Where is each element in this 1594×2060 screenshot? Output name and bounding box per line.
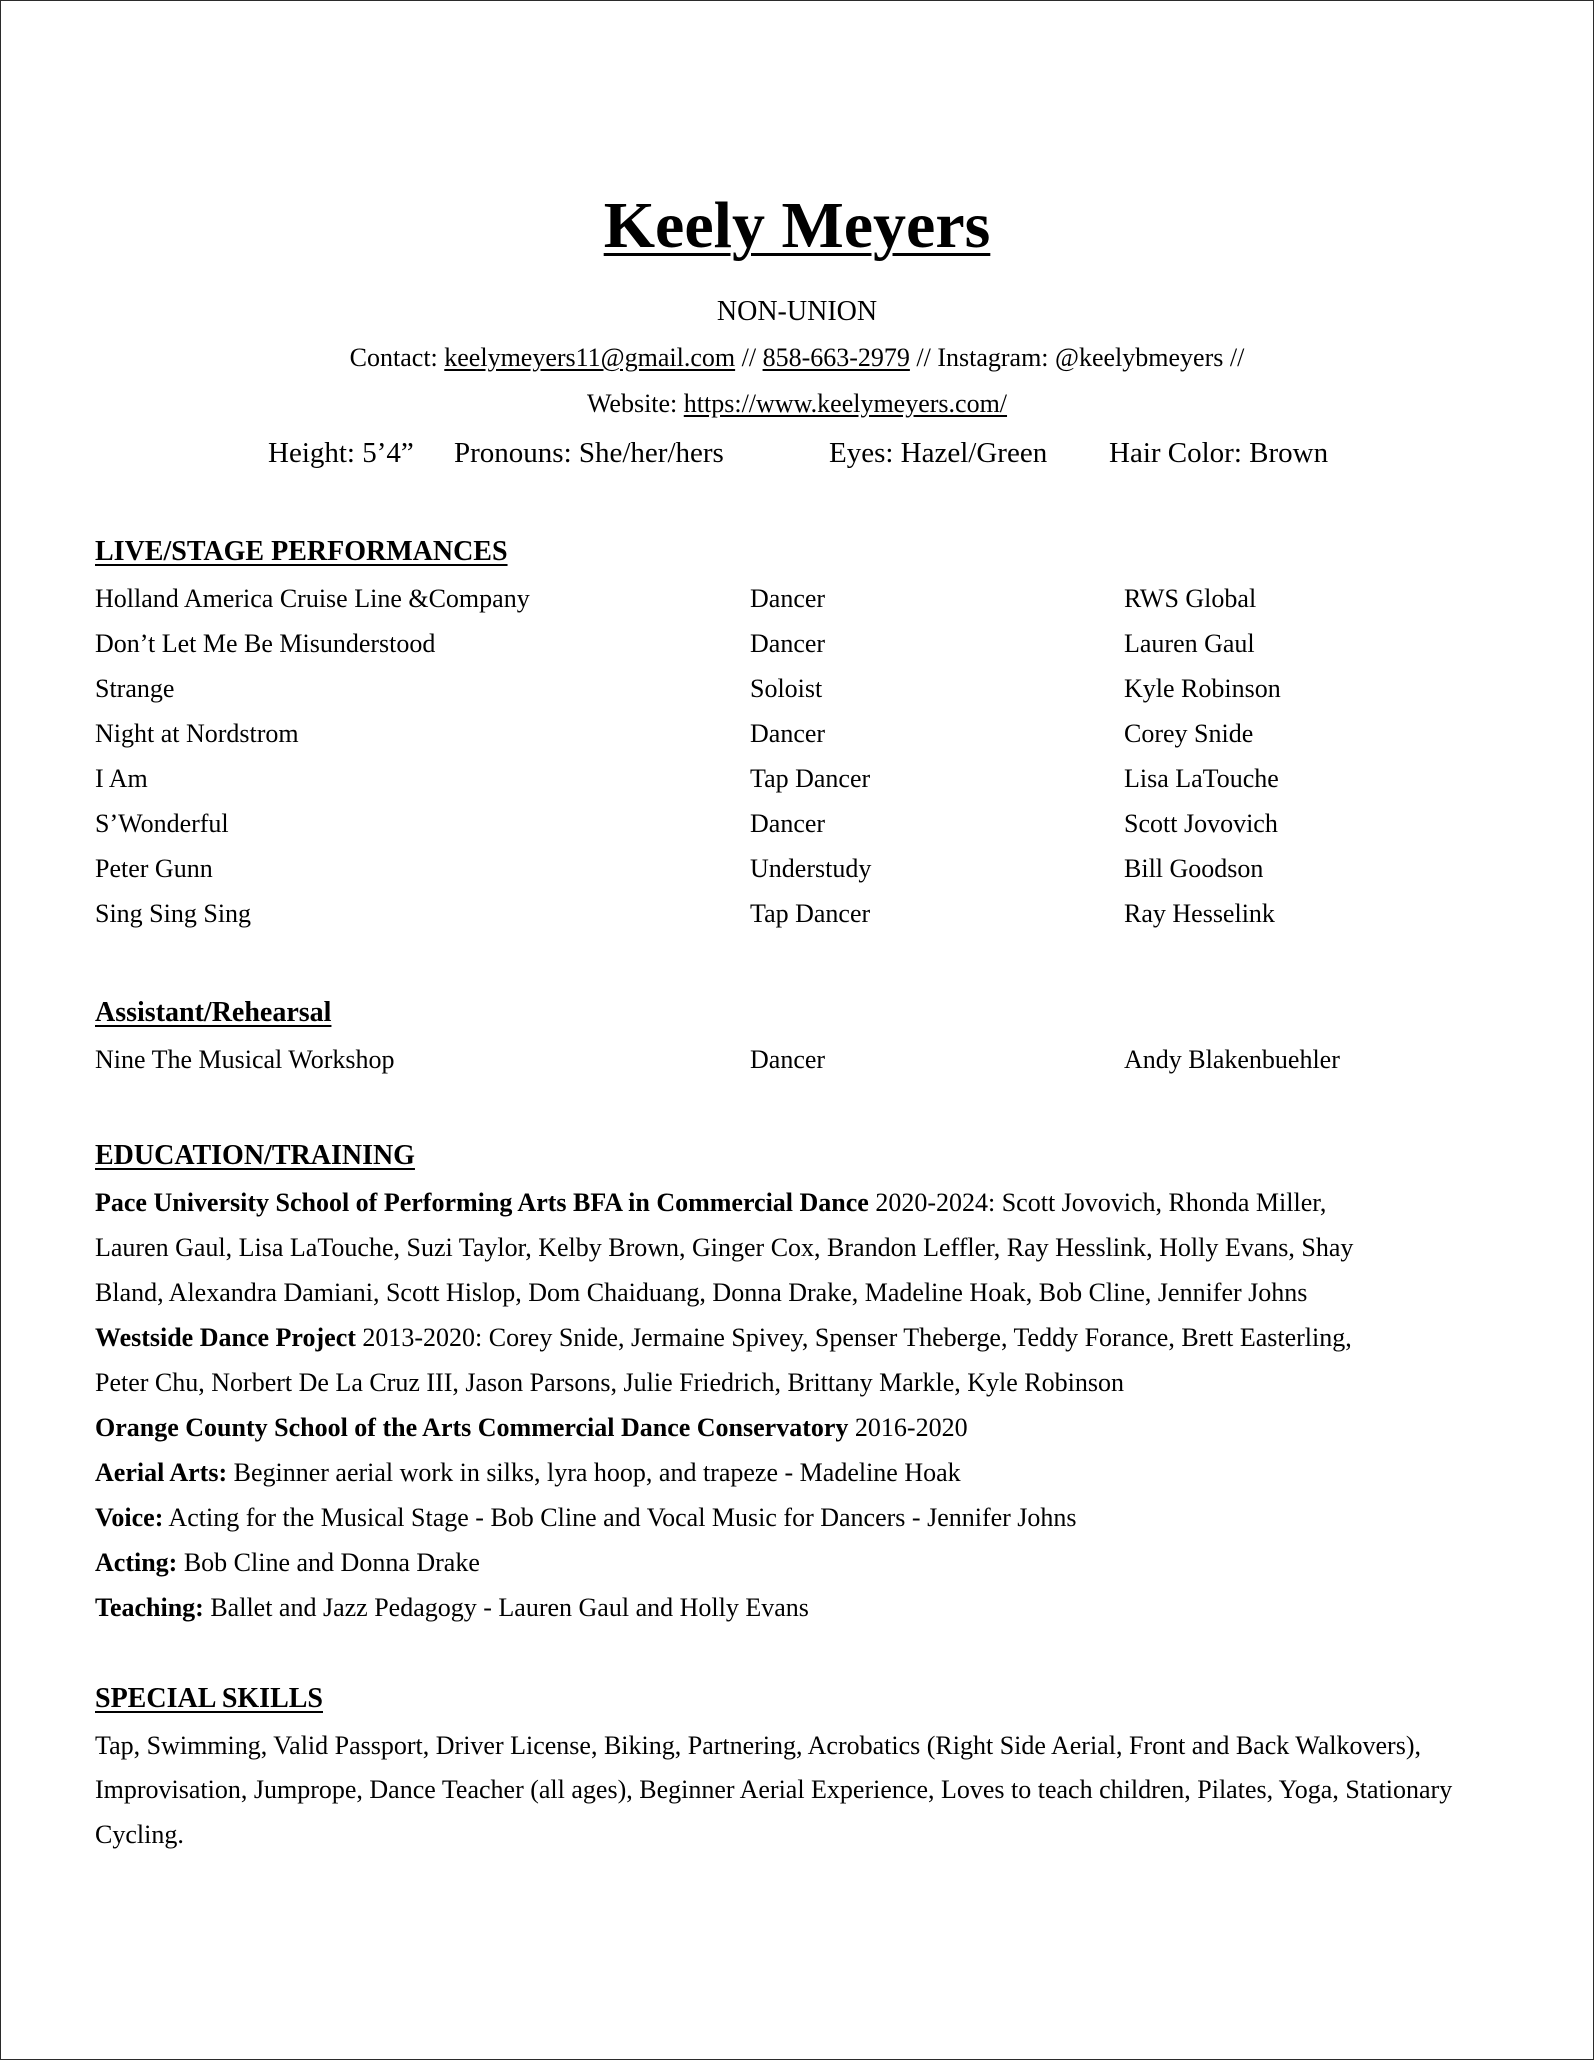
email-link[interactable]: keelymeyers11@gmail.com [444, 343, 736, 372]
instagram-text: // Instagram: @keelybmeyers // [909, 343, 1245, 372]
credit-show: Sing Sing Sing [95, 899, 252, 928]
education-line [95, 1320, 1352, 1356]
credit-director: Ray Hesselink [1124, 899, 1275, 928]
credit-director: Andy Blakenbuehler [1124, 1045, 1340, 1074]
education-line [95, 1185, 1326, 1221]
education-line [95, 1545, 480, 1581]
education-line: Bland, Alexandra Damiani, Scott Hislop, Dom Chaiduang, Donna Drake, Madeline Hoak, Bob Cline, Jennifer Johns [95, 1278, 1308, 1307]
credit-director: Lisa LaTouche [1124, 764, 1279, 793]
skills-heading: SPECIAL SKILLS [95, 1683, 323, 1714]
education-line [95, 1455, 961, 1491]
credit-row [1, 761, 1593, 797]
skills-line: Cycling. [95, 1820, 184, 1849]
school-name: Westside Dance Project [95, 1323, 356, 1352]
credit-role: Soloist [750, 674, 823, 703]
phone-link[interactable]: 858-663-2979 [762, 343, 910, 372]
contact-separator: // [735, 343, 763, 372]
website-line [1, 387, 1593, 421]
training-label: Aerial Arts: [95, 1458, 228, 1487]
credit-show: I Am [95, 764, 148, 793]
credit-row [1, 716, 1593, 752]
education-text: 2020-2024: Scott Jovovich, Rhonda Miller, [868, 1188, 1327, 1217]
contact-line [1, 341, 1593, 375]
training-label: Acting: [95, 1548, 178, 1577]
credit-show: S’Wonderful [95, 809, 229, 838]
credit-director: Lauren Gaul [1124, 629, 1255, 658]
credit-show: Night at Nordstrom [95, 719, 299, 748]
performances-heading: LIVE/STAGE PERFORMANCES [95, 536, 508, 567]
education-line [95, 1500, 1077, 1536]
credit-role: Understudy [750, 854, 872, 883]
pronouns-stat: Pronouns: She/her/hers [454, 437, 724, 469]
credit-show: Strange [95, 674, 175, 703]
union-status: NON-UNION [716, 296, 878, 327]
credit-director: Corey Snide [1124, 719, 1254, 748]
training-label: Voice: [95, 1503, 164, 1532]
credit-show: Nine The Musical Workshop [95, 1045, 395, 1074]
credit-role: Tap Dancer [750, 899, 871, 928]
school-name: Pace University School of Performing Arts BFA in Commercial Dance [95, 1188, 869, 1217]
contact-prefix: Contact: [349, 343, 445, 372]
skills-line: Tap, Swimming, Valid Passport, Driver License, Biking, Partnering, Acrobatics (Right Side Aerial, Front and Back Walkovers), [95, 1731, 1421, 1760]
credit-row [1, 581, 1593, 617]
education-line: Lauren Gaul, Lisa LaTouche, Suzi Taylor, Kelby Brown, Ginger Cox, Brandon Leffler, Ray Hesslink, Holly Evans, Shay [95, 1233, 1354, 1262]
personal-stats [1, 433, 1593, 473]
education-line [95, 1410, 968, 1446]
education-text: 2013-2020: Corey Snide, Jermaine Spivey, Spenser Theberge, Teddy Forance, Brett Easterling, [355, 1323, 1352, 1352]
credit-row [1, 1042, 1593, 1078]
credit-show: Peter Gunn [95, 854, 213, 883]
credit-director: Scott Jovovich [1124, 809, 1278, 838]
credit-director: RWS Global [1124, 584, 1257, 613]
school-name: Orange County School of the Arts Commercial Dance Conservatory [95, 1413, 849, 1442]
credit-role: Dancer [750, 584, 826, 613]
credit-row [1, 671, 1593, 707]
credit-role: Dancer [750, 629, 826, 658]
training-label: Teaching: [95, 1593, 204, 1622]
skills-line: Improvisation, Jumprope, Dance Teacher (all ages), Beginner Aerial Experience, Loves to teach children, Pilates, Yoga, Stationary [95, 1775, 1453, 1804]
credit-director: Bill Goodson [1124, 854, 1264, 883]
credit-director: Kyle Robinson [1124, 674, 1281, 703]
website-link[interactable]: https://www.keelymeyers.com/ [683, 389, 1008, 418]
education-heading: EDUCATION/TRAINING [95, 1140, 415, 1171]
credit-role: Dancer [750, 809, 826, 838]
education-text: Acting for the Musical Stage - Bob Cline and Vocal Music for Dancers - Jennifer Johns [163, 1503, 1077, 1532]
education-text: Beginner aerial work in silks, lyra hoop, and trapeze - Madeline Hoak [227, 1458, 961, 1487]
resume-name: Keely Meyers [603, 189, 991, 262]
hair-stat: Hair Color: Brown [1109, 437, 1329, 469]
education-text: Bob Cline and Donna Drake [177, 1548, 480, 1577]
credit-role: Dancer [750, 1045, 826, 1074]
credit-row [1, 851, 1593, 887]
assistant-heading: Assistant/Rehearsal [95, 997, 332, 1028]
credit-role: Dancer [750, 719, 826, 748]
education-text: 2016-2020 [848, 1413, 968, 1442]
credit-show: Holland America Cruise Line &Company [95, 584, 530, 613]
credit-row [1, 806, 1593, 842]
credit-role: Tap Dancer [750, 764, 871, 793]
education-line: Peter Chu, Norbert De La Cruz III, Jason Parsons, Julie Friedrich, Brittany Markle, Kyle Robinson [95, 1368, 1124, 1397]
education-line [95, 1590, 809, 1626]
credit-show: Don’t Let Me Be Misunderstood [95, 629, 436, 658]
credit-row [1, 626, 1593, 662]
credit-row [1, 896, 1593, 932]
education-text: Ballet and Jazz Pedagogy - Lauren Gaul and Holly Evans [203, 1593, 809, 1622]
website-prefix: Website: [586, 389, 684, 418]
height-stat: Height: 5’4” [268, 437, 414, 469]
eyes-stat: Eyes: Hazel/Green [829, 437, 1048, 469]
